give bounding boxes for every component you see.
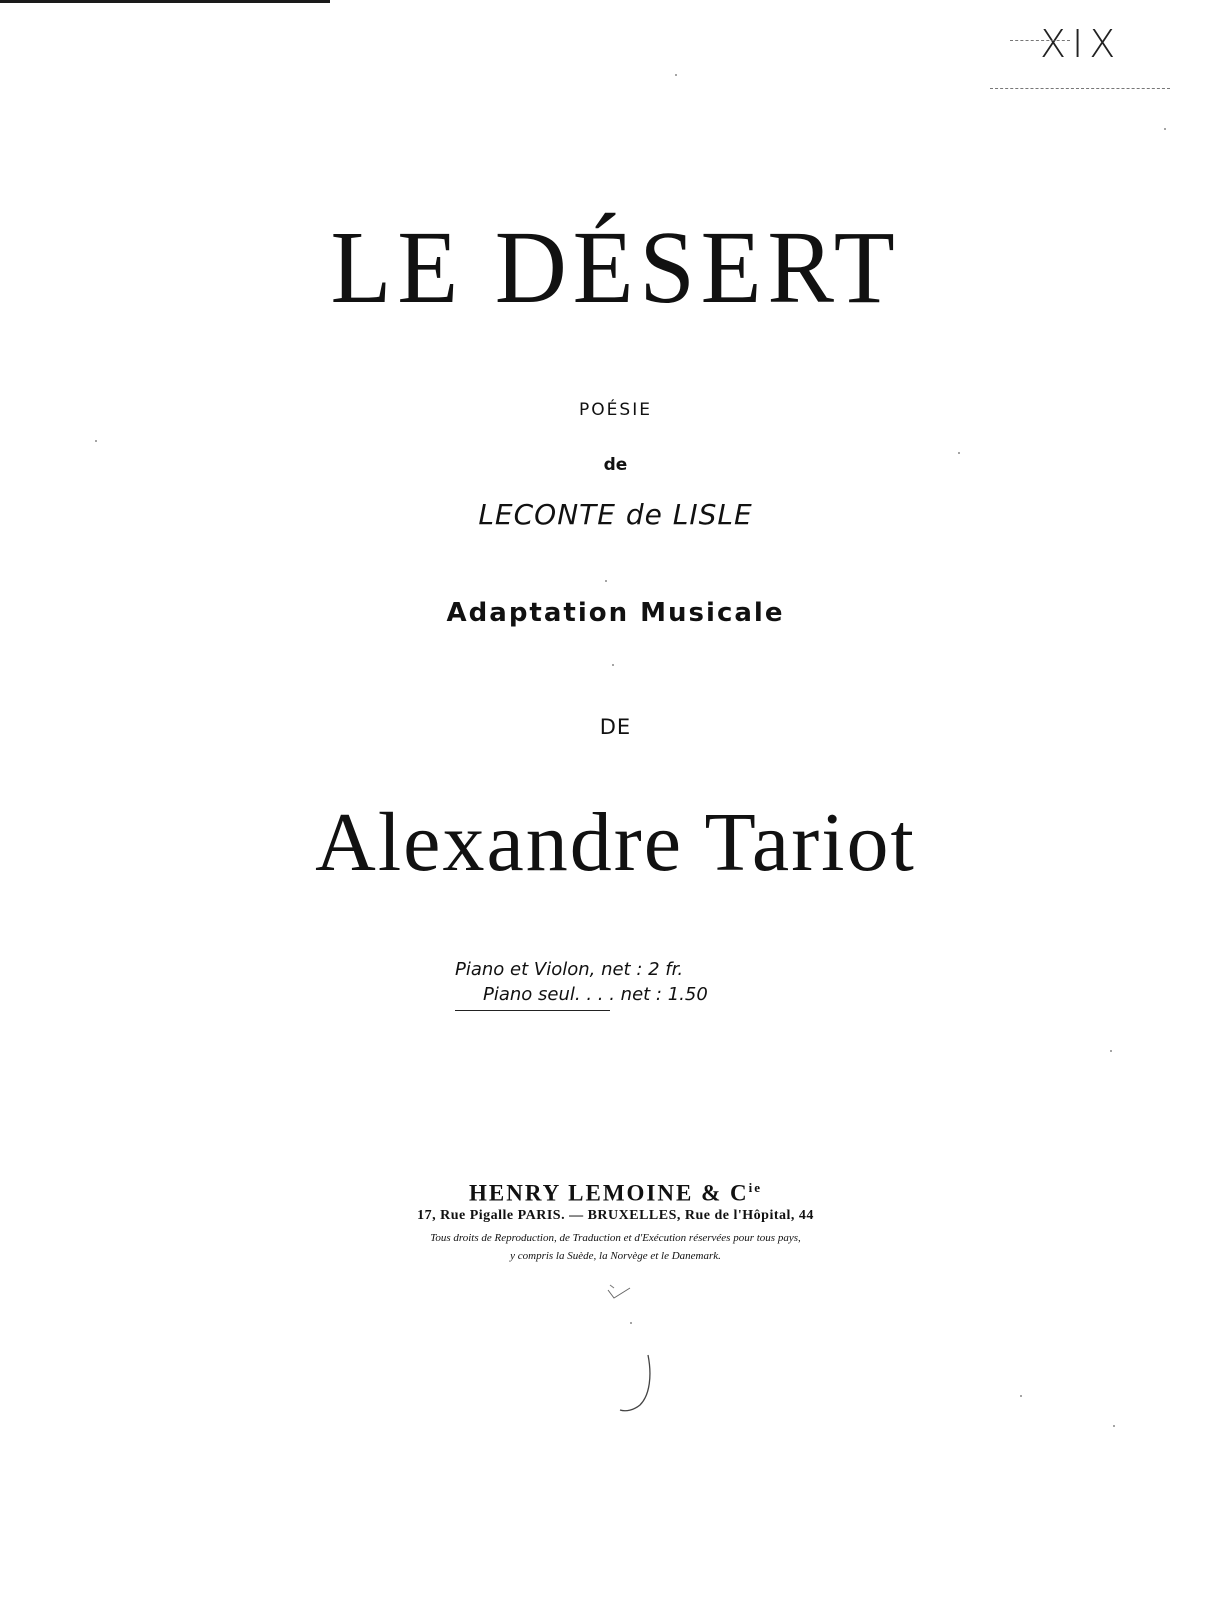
rights-notice xyxy=(0,1229,1231,1265)
price-underline xyxy=(455,1010,610,1011)
rights-line-2: y compris la Suède, la Norvège et le Danemark. xyxy=(510,1250,721,1262)
de-label-small: de xyxy=(603,455,628,475)
speck xyxy=(1020,1395,1022,1397)
speck xyxy=(630,1322,632,1324)
speck xyxy=(1110,1050,1112,1052)
work-title: LE DÉSERT xyxy=(330,210,901,325)
adaptation-label: Adaptation Musicale xyxy=(446,598,785,628)
publisher-name-sup: ie xyxy=(748,1180,762,1195)
poesie-label: POÉSIE xyxy=(579,400,652,420)
shelfmark-underline xyxy=(990,88,1170,90)
de-label-large: DE xyxy=(599,715,632,739)
poet-name: LECONTE de LISLE xyxy=(478,498,753,531)
pencil-mark-small xyxy=(600,1280,640,1310)
price-piano-violin: Piano et Violon, net : 2 fr. xyxy=(455,959,684,980)
speck xyxy=(95,440,97,442)
publisher-name-text: HENRY LEMOINE & C xyxy=(469,1180,749,1206)
speck xyxy=(675,74,677,76)
speck xyxy=(605,580,607,582)
pencil-mark-curve xyxy=(610,1350,660,1420)
composer-name: Alexandre Tariot xyxy=(315,796,916,889)
speck xyxy=(1113,1425,1115,1427)
price-list xyxy=(455,957,785,1007)
top-edge-rule xyxy=(0,0,330,3)
speck xyxy=(958,452,960,454)
publisher-name xyxy=(0,1180,1231,1207)
speck xyxy=(612,664,614,666)
publisher-address: 17, Rue Pigalle PARIS. — BRUXELLES, Rue de l'Hôpital, 44 xyxy=(417,1208,814,1223)
shelfmark-dash-line xyxy=(1010,40,1070,42)
price-piano-solo: Piano seul. . . . net : 1.50 xyxy=(483,984,708,1005)
speck xyxy=(1164,128,1166,130)
rights-line-1: Tous droits de Reproduction, de Traduction et d'Exécution réservées pour tous pays, xyxy=(430,1232,801,1244)
shelfmark-handwritten: XIX xyxy=(1040,22,1122,66)
